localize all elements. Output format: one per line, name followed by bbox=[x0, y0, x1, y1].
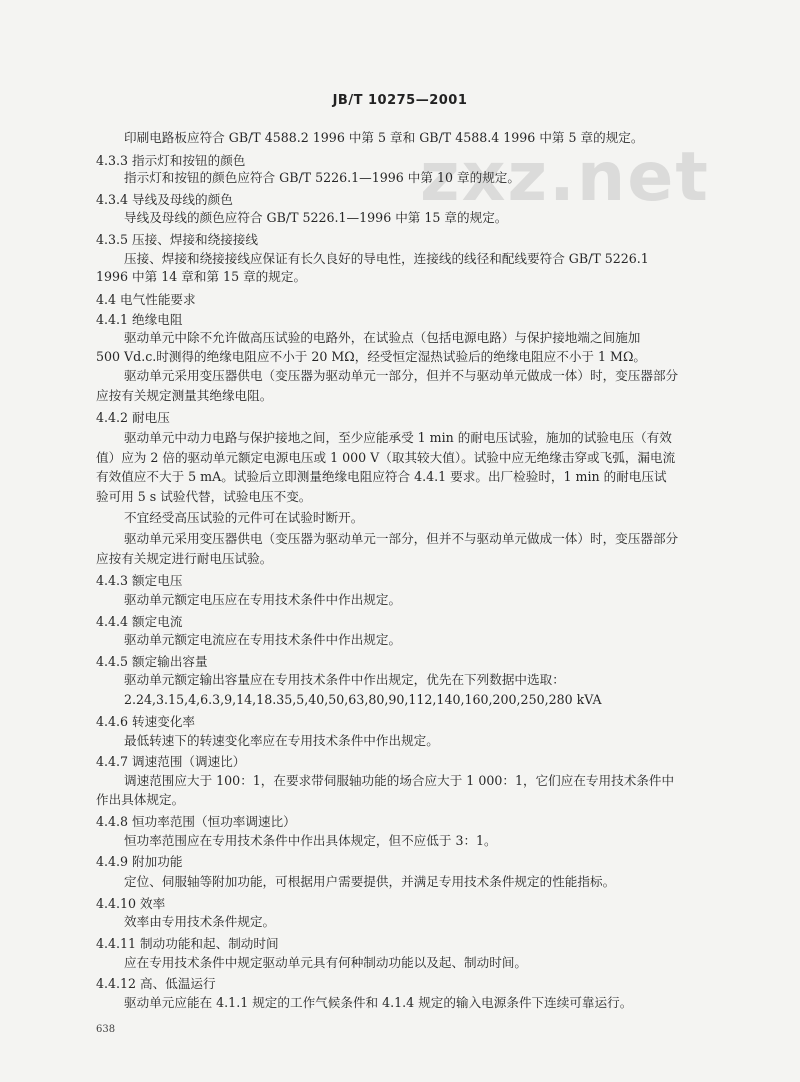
body-text: 定位、伺服轴等附加功能，可根据用户需要提供，并满足专用技术条件规定的性能指标。 bbox=[124, 874, 616, 889]
page-header: JB/T 10275—2001 bbox=[332, 93, 468, 108]
body-text: 1996 中第 14 章和第 15 章的规定。 bbox=[96, 269, 307, 284]
section-heading: 4.4.1 绝缘电阻 bbox=[96, 312, 183, 327]
watermark: zxz.net bbox=[420, 138, 710, 217]
body-text: 最低转速下的转速变化率应在专用技术条件中作出规定。 bbox=[124, 733, 439, 748]
section-heading: 4.4.8 恒功率范围（恒功率调速比） bbox=[96, 814, 296, 829]
body-text: 驱动单元中动力电路与保护接地之间，至少应能承受 1 min 的耐电压试验，施加的试验电压（有效 bbox=[124, 430, 672, 445]
body-text: 500 Vd.c.时测得的绝缘电阻应不小于 20 MΩ，经受恒定湿热试验后的绝缘电阻应不小于 1 MΩ。 bbox=[96, 349, 646, 364]
body-text: 2.24,3.15,4,6.3,9,14,18.35,5,40,50,63,80,90,112,140,160,200,250,280 kVA bbox=[124, 692, 602, 707]
section-heading: 4.4.4 额定电流 bbox=[96, 614, 183, 629]
body-text: 驱动单元额定输出容量应在专用技术条件中作出规定，优先在下列数据中选取： bbox=[124, 672, 565, 687]
section-heading: 4.4.7 调速范围（调速比） bbox=[96, 754, 246, 769]
body-text: 作出具体规定。 bbox=[96, 792, 185, 807]
body-text: 恒功率范围应在专用技术条件中作出具体规定，但不应低于 3：1。 bbox=[124, 833, 497, 848]
body-text: 驱动单元采用变压器供电（变压器为驱动单元一部分，但并不与驱动单元做成一体）时，变压器部分 bbox=[124, 368, 679, 383]
section-heading: 4.4 电气性能要求 bbox=[96, 292, 196, 307]
body-text: 驱动单元额定电压应在专用技术条件中作出规定。 bbox=[124, 592, 402, 607]
section-heading: 4.3.3 指示灯和按钮的颜色 bbox=[96, 153, 246, 168]
section-heading: 4.3.5 压接、焊接和绕接接线 bbox=[96, 232, 258, 247]
body-text: 印刷电路板应符合 GB/T 4588.2 1996 中第 5 章和 GB/T 4588.4 1996 中第 5 章的规定。 bbox=[124, 130, 644, 145]
section-heading: 4.4.6 转速变化率 bbox=[96, 714, 196, 729]
body-text: 驱动单元中除不允许做高压试验的电路外，在试验点（包括电源电路）与保护接地端之间施加 bbox=[124, 330, 641, 345]
section-heading: 4.4.5 额定输出容量 bbox=[96, 654, 208, 669]
body-text: 导线及母线的颜色应符合 GB/T 5226.1—1996 中第 15 章的规定。 bbox=[124, 210, 508, 225]
body-text: 压接、焊接和绕接接线应保证有长久良好的导电性，连接线的线径和配线要符合 GB/T 5226.1 bbox=[124, 251, 649, 266]
body-text: 应按有关规定进行耐电压试验。 bbox=[96, 551, 273, 566]
body-text: 验可用 5 s 试验代替，试验电压不变。 bbox=[96, 489, 312, 504]
section-heading: 4.4.10 效率 bbox=[96, 896, 166, 911]
body-text: 值）应为 2 倍的驱动单元额定电源电压或 1 000 V（取其较大值）。试验中应无绝缘击穿或飞弧，漏电流 bbox=[96, 450, 676, 465]
section-heading: 4.4.2 耐电压 bbox=[96, 410, 170, 425]
body-text: 指示灯和按钮的颜色应符合 GB/T 5226.1—1996 中第 10 章的规定。 bbox=[124, 170, 520, 185]
section-heading: 4.4.12 高、低温运行 bbox=[96, 976, 216, 991]
body-text: 不宜经受高压试验的元件可在试验时断开。 bbox=[124, 510, 364, 525]
page-number: 638 bbox=[96, 1024, 116, 1035]
section-heading: 4.4.9 附加功能 bbox=[96, 854, 183, 869]
section-heading: 4.4.3 额定电压 bbox=[96, 573, 183, 588]
section-heading: 4.3.4 导线及母线的颜色 bbox=[96, 192, 233, 207]
body-text: 调速范围应大于 100：1，在要求带伺服轴功能的场合应大于 1 000：1，它们应在专用技术条件中 bbox=[124, 773, 675, 788]
body-text: 驱动单元采用变压器供电（变压器为驱动单元一部分，但并不与驱动单元做成一体）时，变压器部分 bbox=[124, 531, 679, 546]
body-text: 驱动单元应能在 4.1.1 规定的工作气候条件和 4.1.4 规定的输入电源条件下连续可靠运行。 bbox=[124, 995, 633, 1010]
section-heading: 4.4.11 制动功能和起、制动时间 bbox=[96, 936, 279, 951]
body-text: 应在专用技术条件中规定驱动单元具有何种制动功能以及起、制动时间。 bbox=[124, 955, 527, 970]
body-text: 有效值应不大于 5 mA。试验后立即测量绝缘电阻应符合 4.4.1 要求。出厂检验时，1 min 的耐电压试 bbox=[96, 469, 667, 484]
body-text: 驱动单元额定电流应在专用技术条件中作出规定。 bbox=[124, 632, 402, 647]
body-text: 应按有关规定测量其绝缘电阻。 bbox=[96, 388, 273, 403]
body-text: 效率由专用技术条件规定。 bbox=[124, 914, 276, 929]
